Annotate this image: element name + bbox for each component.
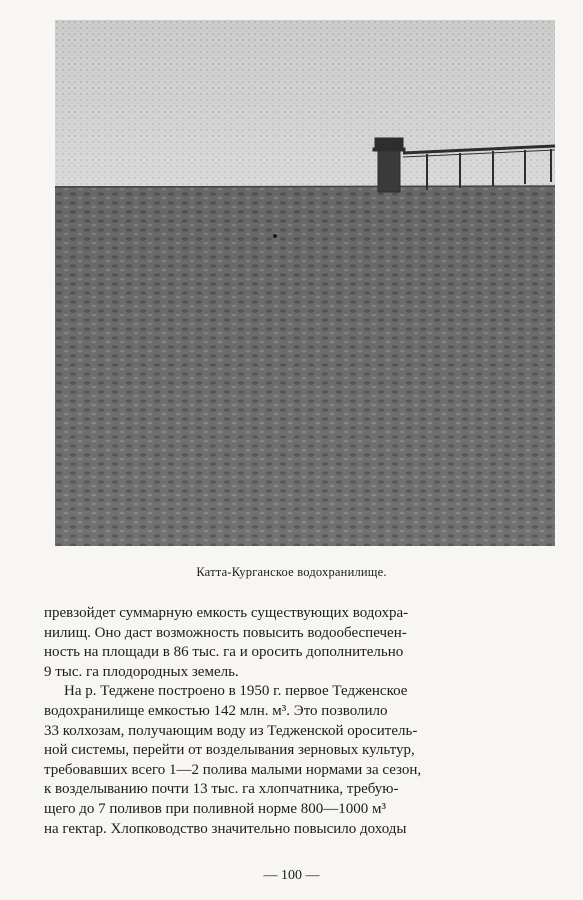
text-line: превзойдет суммарную емкость существующих водохра- xyxy=(44,605,409,621)
text-line: требовавших всего 1—2 полива малыми нормами за сезон, xyxy=(44,761,422,778)
body-text xyxy=(44,604,556,839)
text-line: щего до 7 поливов при поливной норме 800—1000 м³ xyxy=(44,800,386,817)
text-line: водохранилище емкостью 142 млн. м³. Это позволило xyxy=(44,702,388,719)
text-line: ной системы, перейти от возделывания зерновых культур, xyxy=(44,742,415,759)
text-line: На р. Теджене построено в 1950 г. первое Тедженское xyxy=(64,683,408,700)
text-line: ность на площади в 86 тыс. га и оросить дополнительно xyxy=(44,644,404,661)
paragraph xyxy=(44,604,556,682)
paragraph xyxy=(44,682,556,839)
text-line: 33 колхозам, получающим воду из Тедженской ороситель- xyxy=(44,722,418,739)
text-line: 9 тыс. га плодородных земель. xyxy=(44,663,239,680)
page-number: — 100 — xyxy=(263,868,320,883)
text-line: к возделыванию почти 13 тыс. га хлопчатника, требую- xyxy=(44,781,399,798)
reservoir-photo-image xyxy=(55,20,555,546)
text-line: нилищ. Оно даст возможность повысить водообеспечен- xyxy=(44,624,407,641)
figure-caption: Катта-Курганское водохранилище. xyxy=(196,565,387,579)
reservoir-photo xyxy=(55,20,555,546)
text-line: на гектар. Хлопководство значительно повысило доходы xyxy=(44,820,407,837)
